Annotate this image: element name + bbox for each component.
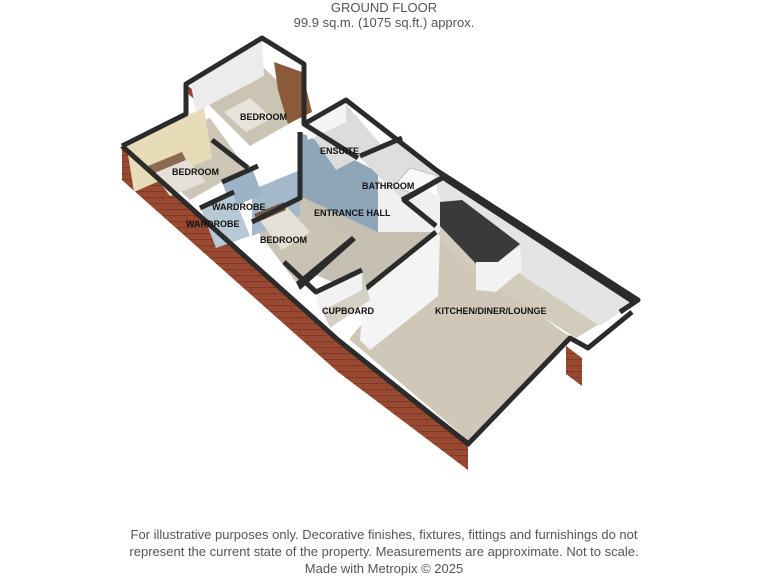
floor-area: 99.9 sq.m. (1075 sq.ft.) approx.: [293, 15, 475, 30]
room-label-cupboard: CUPBOARD: [322, 306, 375, 316]
room-label-bathroom: BATHROOM: [362, 181, 415, 191]
room-label-wardrobe-1: WARDROBE: [212, 202, 266, 212]
room-label-ensuite: ENSUITE: [320, 146, 360, 156]
credit-line: Made with Metropix © 2025: [304, 561, 464, 576]
disclaimer-line-2: represent the current state of the property. Measurements are approximate. Not to scale.: [129, 544, 639, 559]
room-label-bedroom-left: BEDROOM: [172, 167, 219, 177]
disclaimer: [0, 526, 768, 577]
room-label-entrance-hall: ENTRANCE HALL: [314, 208, 391, 218]
room-label-bedroom-top: BEDROOM: [240, 112, 287, 122]
room-label-kitchen: KITCHEN/DINER/LOUNGE: [435, 306, 547, 316]
floor-title: GROUND FLOOR: [330, 0, 438, 15]
room-label-bedroom-center: BEDROOM: [260, 235, 307, 245]
exterior-wall-east: [566, 346, 582, 386]
disclaimer-line-1: For illustrative purposes only. Decorative finishes, fixtures, fittings and furnishings do not: [130, 527, 638, 542]
room-label-wardrobe-2: WARDROBE: [186, 219, 240, 229]
